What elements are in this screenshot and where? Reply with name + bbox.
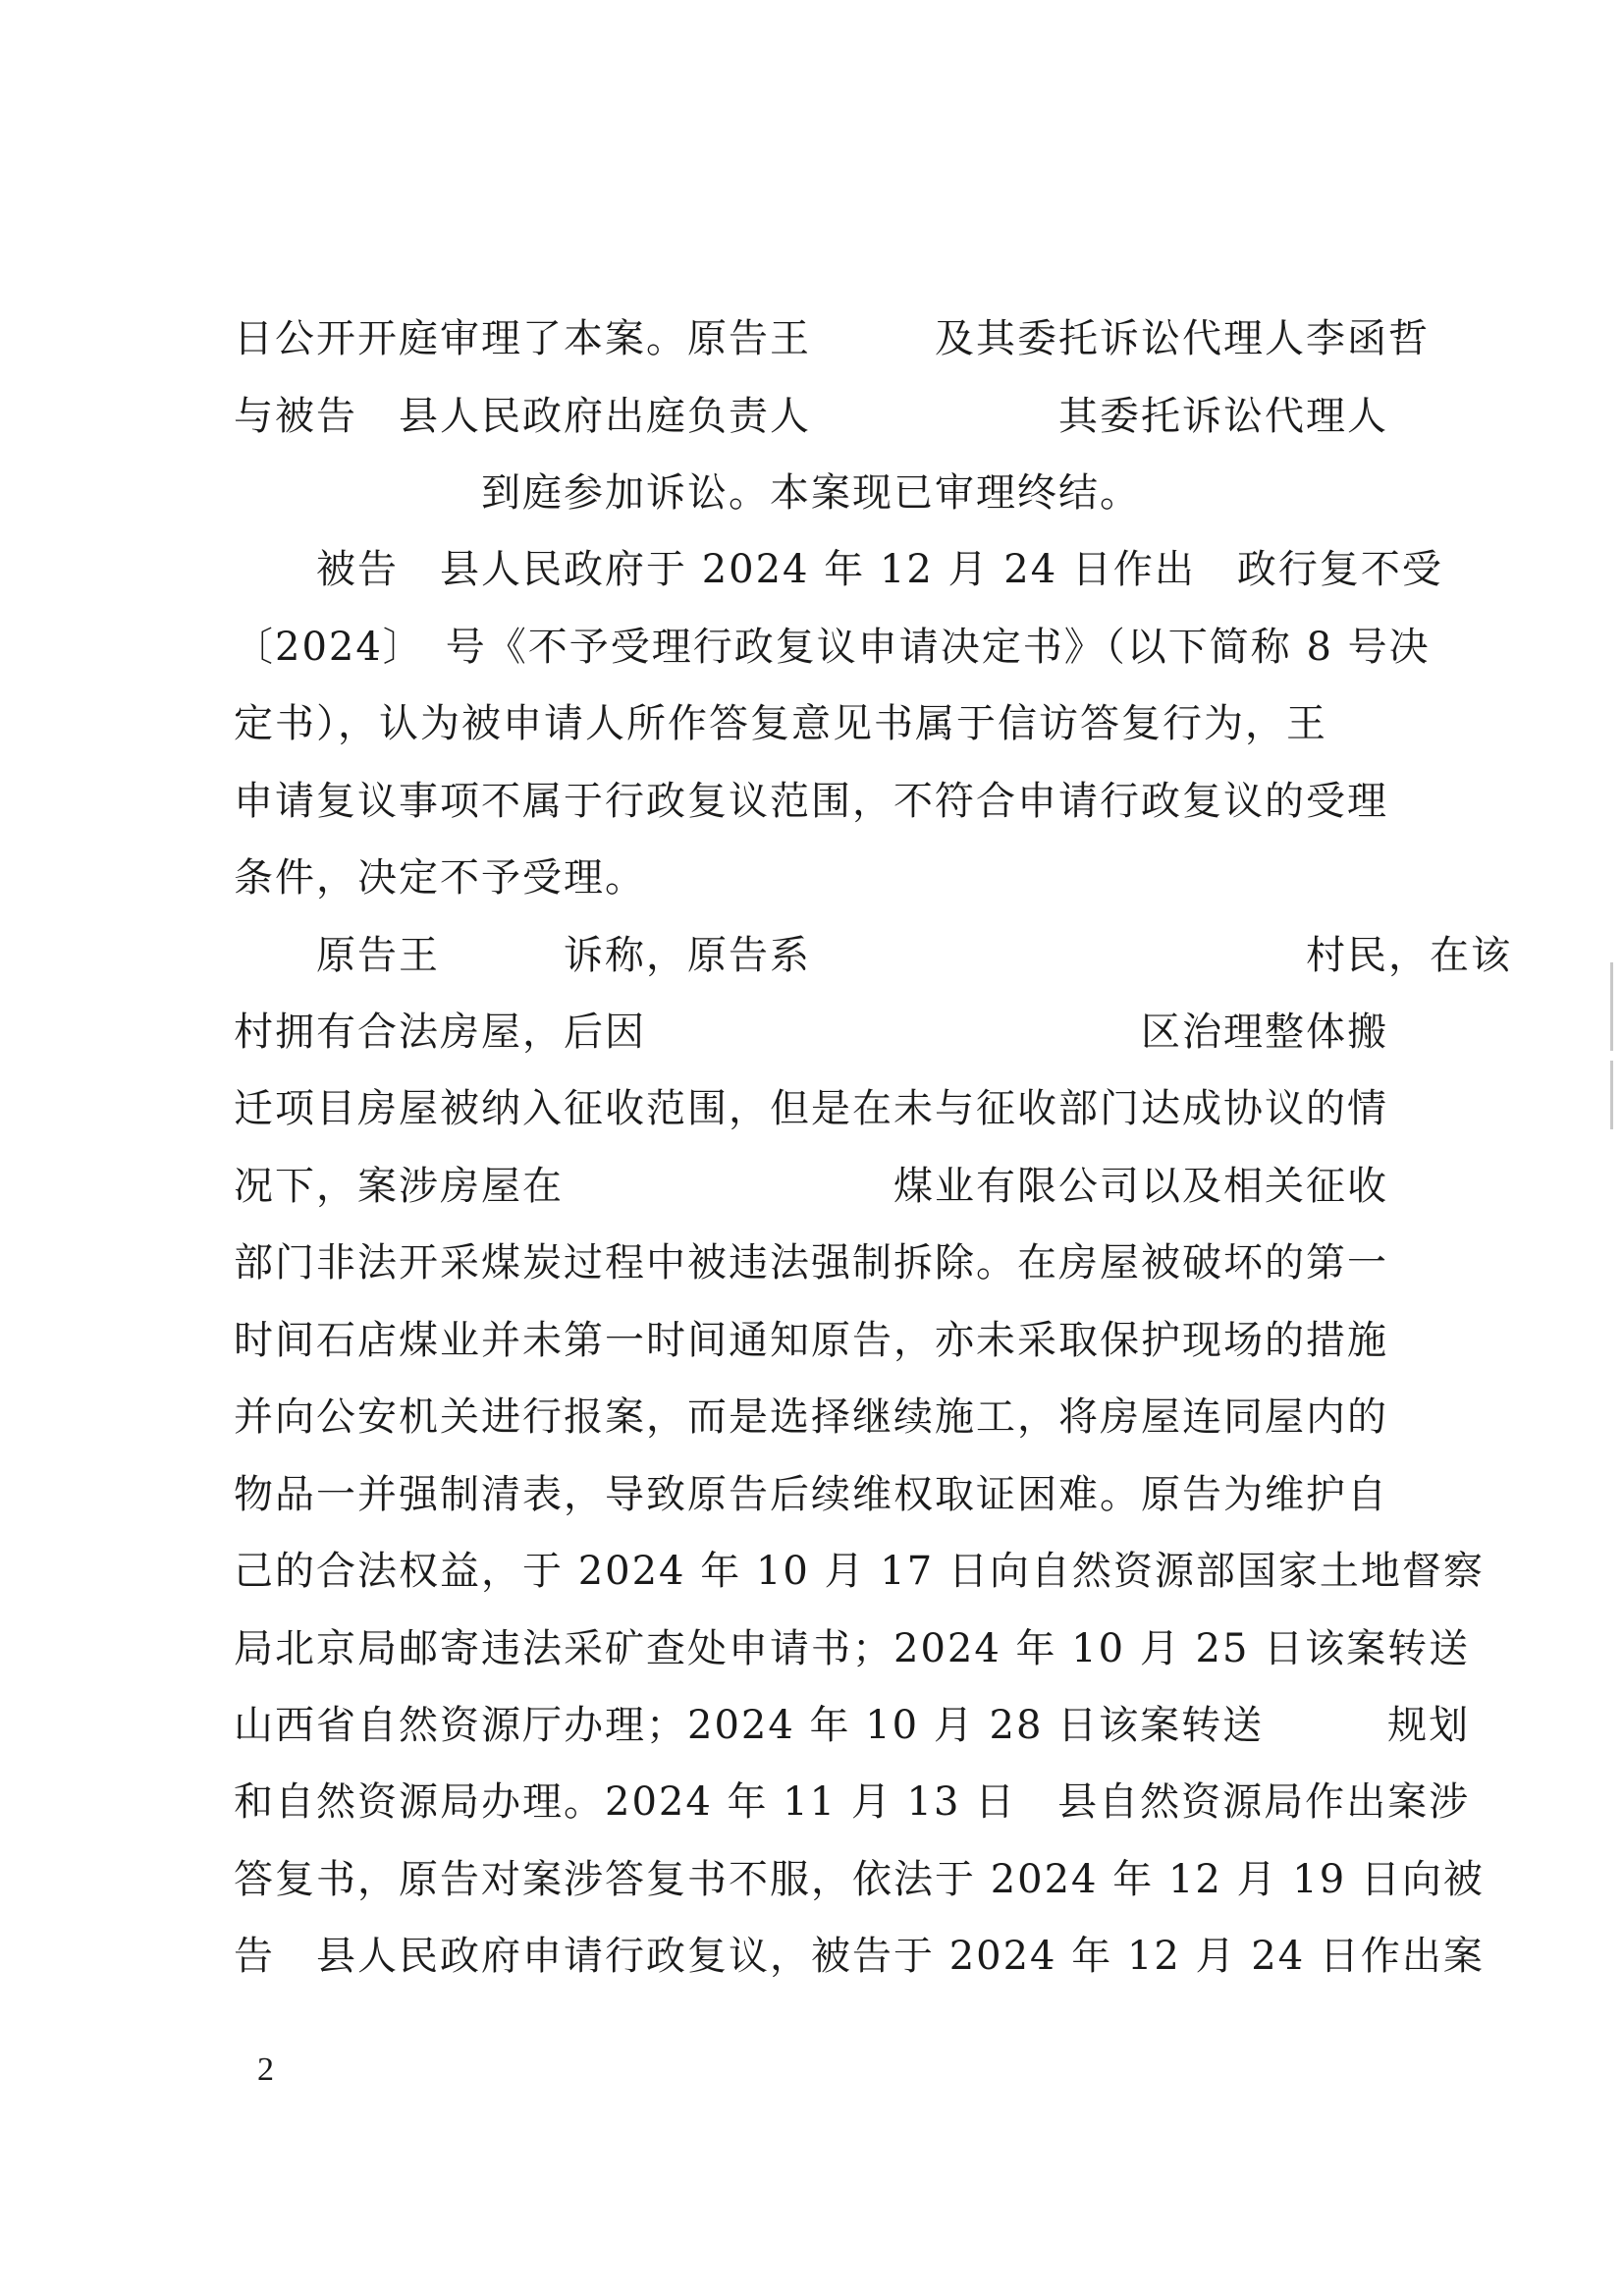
text-line: 日公开开庭审理了本案。原告王 及其委托诉讼代理人李函哲: [234, 316, 1430, 361]
text-line: 部门非法开采煤炭过程中被违法强制拆除。在房屋被破坏的第一: [234, 1240, 1388, 1285]
text-line: 局北京局邮寄违法采矿查处申请书；2024 年 10 月 25 日该案转送: [234, 1626, 1471, 1671]
text-line: 条件，决定不予受理。: [234, 855, 646, 901]
text-line: 被告 县人民政府于 2024 年 12 月 24 日作出 政行复不受: [234, 547, 1443, 592]
text-line: 定书），认为被申请人所作答复意见书属于信访答复行为，王: [234, 701, 1327, 746]
text-line: 时间石店煤业并未第一时间通知原告，亦未采取保护现场的措施: [234, 1318, 1388, 1363]
text-line: 原告王 诉称，原告系 村民，在该: [234, 933, 1512, 978]
scan-edge-mark: [1610, 1061, 1613, 1129]
text-line: 与被告 县人民政府出庭负责人 其委托诉讼代理人: [234, 394, 1388, 439]
text-line: 况下，案涉房屋在 煤业有限公司以及相关征收: [234, 1164, 1388, 1209]
text-line: 物品一并强制清表，导致原告后续维权取证困难。原告为维护自: [234, 1472, 1388, 1517]
text-line: 村拥有合法房屋，后因 区治理整体搬: [234, 1010, 1388, 1055]
text-line: 申请复议事项不属于行政复议范围，不符合申请行政复议的受理: [234, 779, 1388, 824]
text-line: 己的合法权益，于 2024 年 10 月 17 日向自然资源部国家土地督察: [234, 1549, 1485, 1594]
page-number: 2: [257, 2051, 274, 2088]
text-line: 〔2024〕 号《不予受理行政复议申请决定书》（以下简称 8 号决: [234, 625, 1431, 670]
text-line: 和自然资源局办理。2024 年 11 月 13 日 县自然资源局作出案涉: [234, 1779, 1471, 1825]
text-line: 山西省自然资源厅办理；2024 年 10 月 28 日该案转送 规划: [234, 1703, 1471, 1748]
scan-edge-mark: [1610, 962, 1613, 1051]
text-line: 到庭参加诉讼。本案现已审理终结。: [234, 470, 1141, 516]
text-line: 答复书，原告对案涉答复书不服，依法于 2024 年 12 月 19 日向被: [234, 1857, 1485, 1902]
text-line: 迁项目房屋被纳入征收范围，但是在未与征收部门达成协议的情: [234, 1086, 1388, 1131]
text-line: 并向公安机关进行报案，而是选择继续施工，将房屋连同屋内的: [234, 1394, 1388, 1440]
text-line: 告 县人民政府申请行政复议，被告于 2024 年 12 月 24 日作出案: [234, 1934, 1485, 1979]
